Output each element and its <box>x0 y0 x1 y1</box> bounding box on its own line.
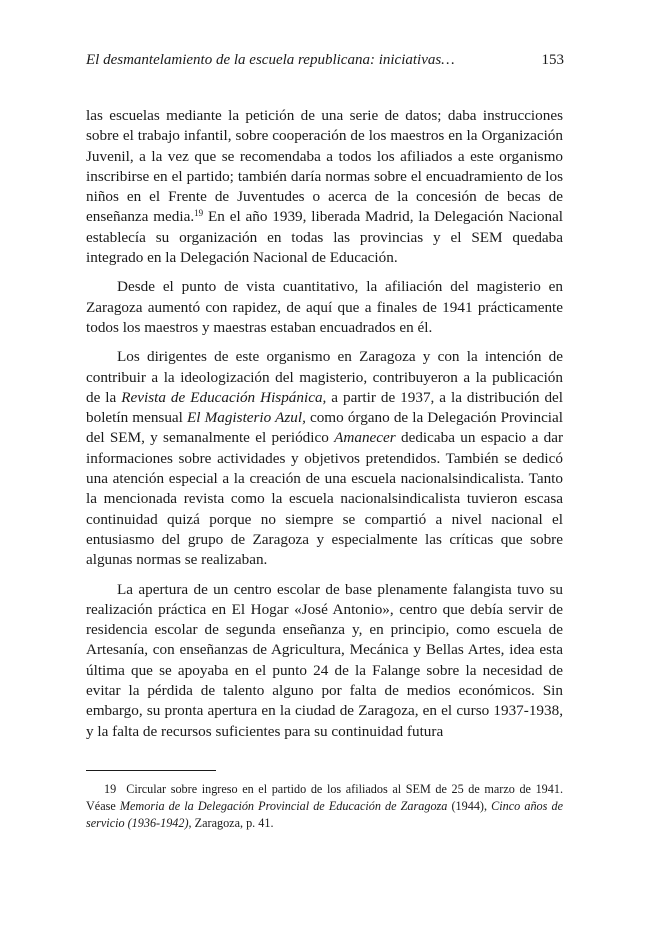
title-magisterio-azul: El Magisterio Azul, <box>187 409 306 427</box>
footnote-number: 19 <box>104 782 117 796</box>
footnote-ref-19[interactable]: 19 <box>194 208 204 219</box>
body-text <box>86 106 563 742</box>
running-title: El desmantelamiento de la escuela republicana: iniciativas… <box>86 52 455 68</box>
paragraph-1: las escuelas mediante la petición de una serie de datos; daba instrucciones sobre el trabajo infantil, sobre cooperación de los maestros en la Organización Juvenil, a la vez que se recomendaba a todos los afiliados a este organismo inscribirse en el partido; también daría normas sobre el encuadramiento de los niños en el Frente de Juventudes o acerca de la concesión de becas de enseñanza media.$^{19}$ En el año 1939, liberada Madrid, la Delegación Nacional establecía su organización en todas las provincias y el SEM quedaba integrado en la Delegación Nacional de Educación. <box>86 107 563 267</box>
paragraph-3: Los dirigentes de este organismo en Zaragoza y con la intención de contribuir a la ideologización del magisterio, contribuyeron a la publicación de la Revista de Educación Hispánica, a partir de 1937, a la distribución del boletín mensual El Magisterio Azul, como órgano de la Delegación Provincial del SEM, y semanalmente el periódico Amanecer dedicaba un espacio a dar informaciones sobre actividades y objetivos pretendidos. También se dedicó una atención especial a la creación de una escuela nacionalsindicalista. Tanto la mencionada revista como la escuela nacionalsindicalista tuvieron escasa continuidad quizá porque no siempre se compartió a nivel nacional el entusiasmo del grupo de Zaragoza y especialmente las críticas que sobre algunas normas se realizaban. <box>86 348 564 569</box>
title-amanecer: Amanecer <box>334 429 396 447</box>
footnote-rule <box>86 770 216 771</box>
paragraph-4: La apertura de un centro escolar de base plenamente falangista tuvo su realización práctica en El Hogar «José Antonio», centro que debía servir de residencia escolar de segunda enseñanza y, en principio, como escuela de Artesanía, con enseñanzas de Agricultura, Mecánica y Bellas Artes, idea esta última que se apoyaba en el punto 24 de la Falange sobre la necesidad de evitar la pérdida de talento alguno por falta de medios económicos. Sin embargo, su pronta apertura en la ciudad de Zaragoza, en el curso 1937-1938, y la falta de recursos suficientes para su continuidad futura <box>86 580 563 740</box>
title-revista: Revista de Educación Hispánica, <box>121 388 327 406</box>
footnote-19: 19 Circular sobre ingreso en el partido de los afiliados al SEM de 25 de marzo de 1941. Véase Memoria de la Delegación Provincial de Educación de Zaragoza (1944), Cinco años de servicio (1936-1942), Zaragoza, p. 41. <box>86 782 563 830</box>
page-number: 153 <box>541 52 564 68</box>
running-head <box>86 50 564 70</box>
paragraph-2: Desde el punto de vista cuantitativo, la afiliación del magisterio en Zaragoza aumentó con rapidez, de aquí que a finales de 1941 prácticamente todos los maestros y maestras estaban encuadrados en él. <box>86 278 563 336</box>
